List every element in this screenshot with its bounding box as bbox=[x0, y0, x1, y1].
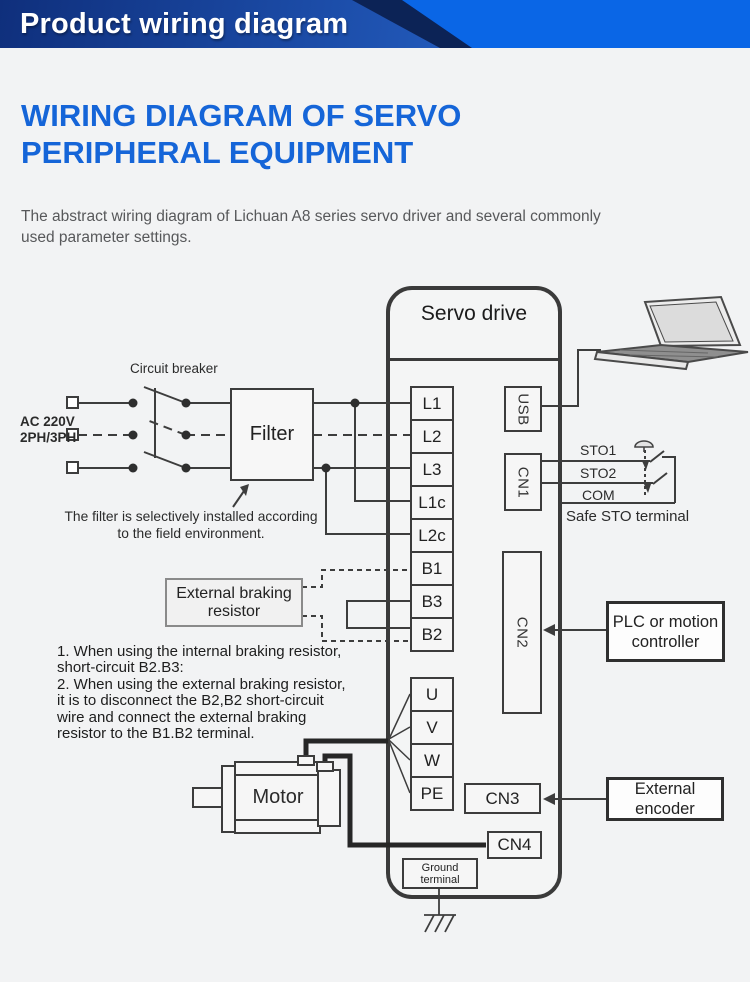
banner-title: Product wiring diagram bbox=[20, 8, 349, 40]
terminal-B1: B1 bbox=[410, 551, 454, 586]
note-line-1: 1. When using the internal braking resistor, bbox=[57, 643, 342, 660]
motor-label: Motor bbox=[252, 786, 304, 808]
safe-sto-caption: Safe STO terminal bbox=[566, 508, 690, 525]
servo-drive-title: Servo drive bbox=[420, 302, 528, 325]
page-title-line2: PERIPHERAL EQUIPMENT bbox=[21, 135, 414, 170]
encoder-label-line2: encoder bbox=[635, 800, 695, 818]
supply-label-line2: 2PH/3PH bbox=[20, 430, 77, 445]
terminal-L1c: L1c bbox=[410, 485, 454, 520]
external-braking-resistor-box bbox=[165, 578, 303, 627]
plc-label-line1: PLC or motion bbox=[612, 612, 719, 631]
cn1-connector: CN1 bbox=[504, 453, 542, 511]
terminal-L2c: L2c bbox=[410, 518, 454, 553]
filter-note-arrow bbox=[233, 491, 244, 507]
emergency-stop-button-icon bbox=[635, 441, 653, 452]
l1c-branch-wire bbox=[355, 403, 410, 501]
note-line-5: wire and connect the external braking bbox=[57, 708, 307, 726]
b3-b2-jumper-wire bbox=[347, 601, 410, 628]
intro-line1: The abstract wiring diagram of Lichuan A8 series servo driver and several commonly bbox=[21, 208, 601, 225]
circuit-breaker-label: Circuit breaker bbox=[130, 361, 218, 376]
terminal-L3: L3 bbox=[410, 452, 454, 487]
note-line-2: short-circuit B2.B3: bbox=[57, 659, 184, 677]
sto1-label: STO1 bbox=[580, 442, 617, 458]
laptop-icon bbox=[595, 297, 748, 369]
filter-note-line2: to the field environment. bbox=[117, 525, 265, 541]
ground-symbol-icon bbox=[424, 889, 456, 932]
terminal-PE: PE bbox=[410, 776, 454, 811]
terminal-U: U bbox=[410, 677, 454, 712]
motor-encoder-cable bbox=[325, 756, 486, 845]
note-line-4: it is to disconnect the B2,B2 short-circuit bbox=[57, 692, 324, 710]
motor-encoder-housing bbox=[318, 770, 340, 826]
cn3-arrowhead bbox=[543, 793, 555, 805]
page-title-line1: WIRING DIAGRAM OF SERVO bbox=[21, 98, 462, 133]
filter-note bbox=[52, 509, 330, 542]
resistor-label-line2: resistor bbox=[207, 602, 261, 620]
note-line-6: resistor to the B1.B2 terminal. bbox=[57, 725, 255, 743]
cn4-connector: CN4 bbox=[487, 831, 542, 859]
terminal-B2: B2 bbox=[410, 617, 454, 652]
com-label: COM bbox=[582, 487, 615, 503]
motor-connector-2 bbox=[317, 762, 333, 771]
supply-label-line1: AC 220V bbox=[20, 414, 75, 429]
plc-label-line2: controller bbox=[631, 632, 700, 651]
braking-resistor-notes bbox=[57, 644, 387, 742]
plc-box bbox=[606, 601, 725, 662]
external-encoder-box bbox=[606, 777, 724, 821]
servo-drive-divider bbox=[390, 358, 558, 361]
motor-shaft bbox=[193, 788, 224, 807]
encoder-label-line1: External bbox=[634, 780, 696, 798]
filter-box: Filter bbox=[230, 388, 314, 481]
terminal-B3: B3 bbox=[410, 584, 454, 619]
resistor-dashed-wires bbox=[302, 570, 410, 641]
cn2-connector: CN2 bbox=[502, 551, 542, 714]
top-banner bbox=[0, 0, 750, 48]
breaker-blade-1 bbox=[144, 387, 186, 403]
uvwpe-fan-wires bbox=[389, 694, 410, 793]
sto2-label: STO2 bbox=[580, 465, 617, 481]
breaker-blade-3 bbox=[144, 452, 186, 468]
note-line-3: 2. When using the external braking resistor, bbox=[57, 675, 346, 693]
terminal-W: W bbox=[410, 743, 454, 778]
terminal-L2: L2 bbox=[410, 419, 454, 454]
filter-note-line1: The filter is selectively installed according bbox=[64, 509, 318, 524]
motor-flange bbox=[222, 766, 236, 832]
ground-terminal-box: Ground terminal bbox=[402, 858, 478, 889]
terminal-L1: L1 bbox=[410, 386, 454, 421]
resistor-label-line1: External braking bbox=[176, 584, 292, 602]
intro-line2: used parameter settings. bbox=[21, 229, 192, 246]
terminal-V: V bbox=[410, 710, 454, 745]
supply-label bbox=[20, 414, 76, 446]
cn3-connector: CN3 bbox=[464, 783, 541, 814]
usb-connector: USB bbox=[504, 386, 542, 432]
estop-arrow-1 bbox=[642, 461, 649, 470]
motor-connector-1 bbox=[298, 756, 314, 765]
cn2-arrowhead bbox=[543, 624, 555, 636]
